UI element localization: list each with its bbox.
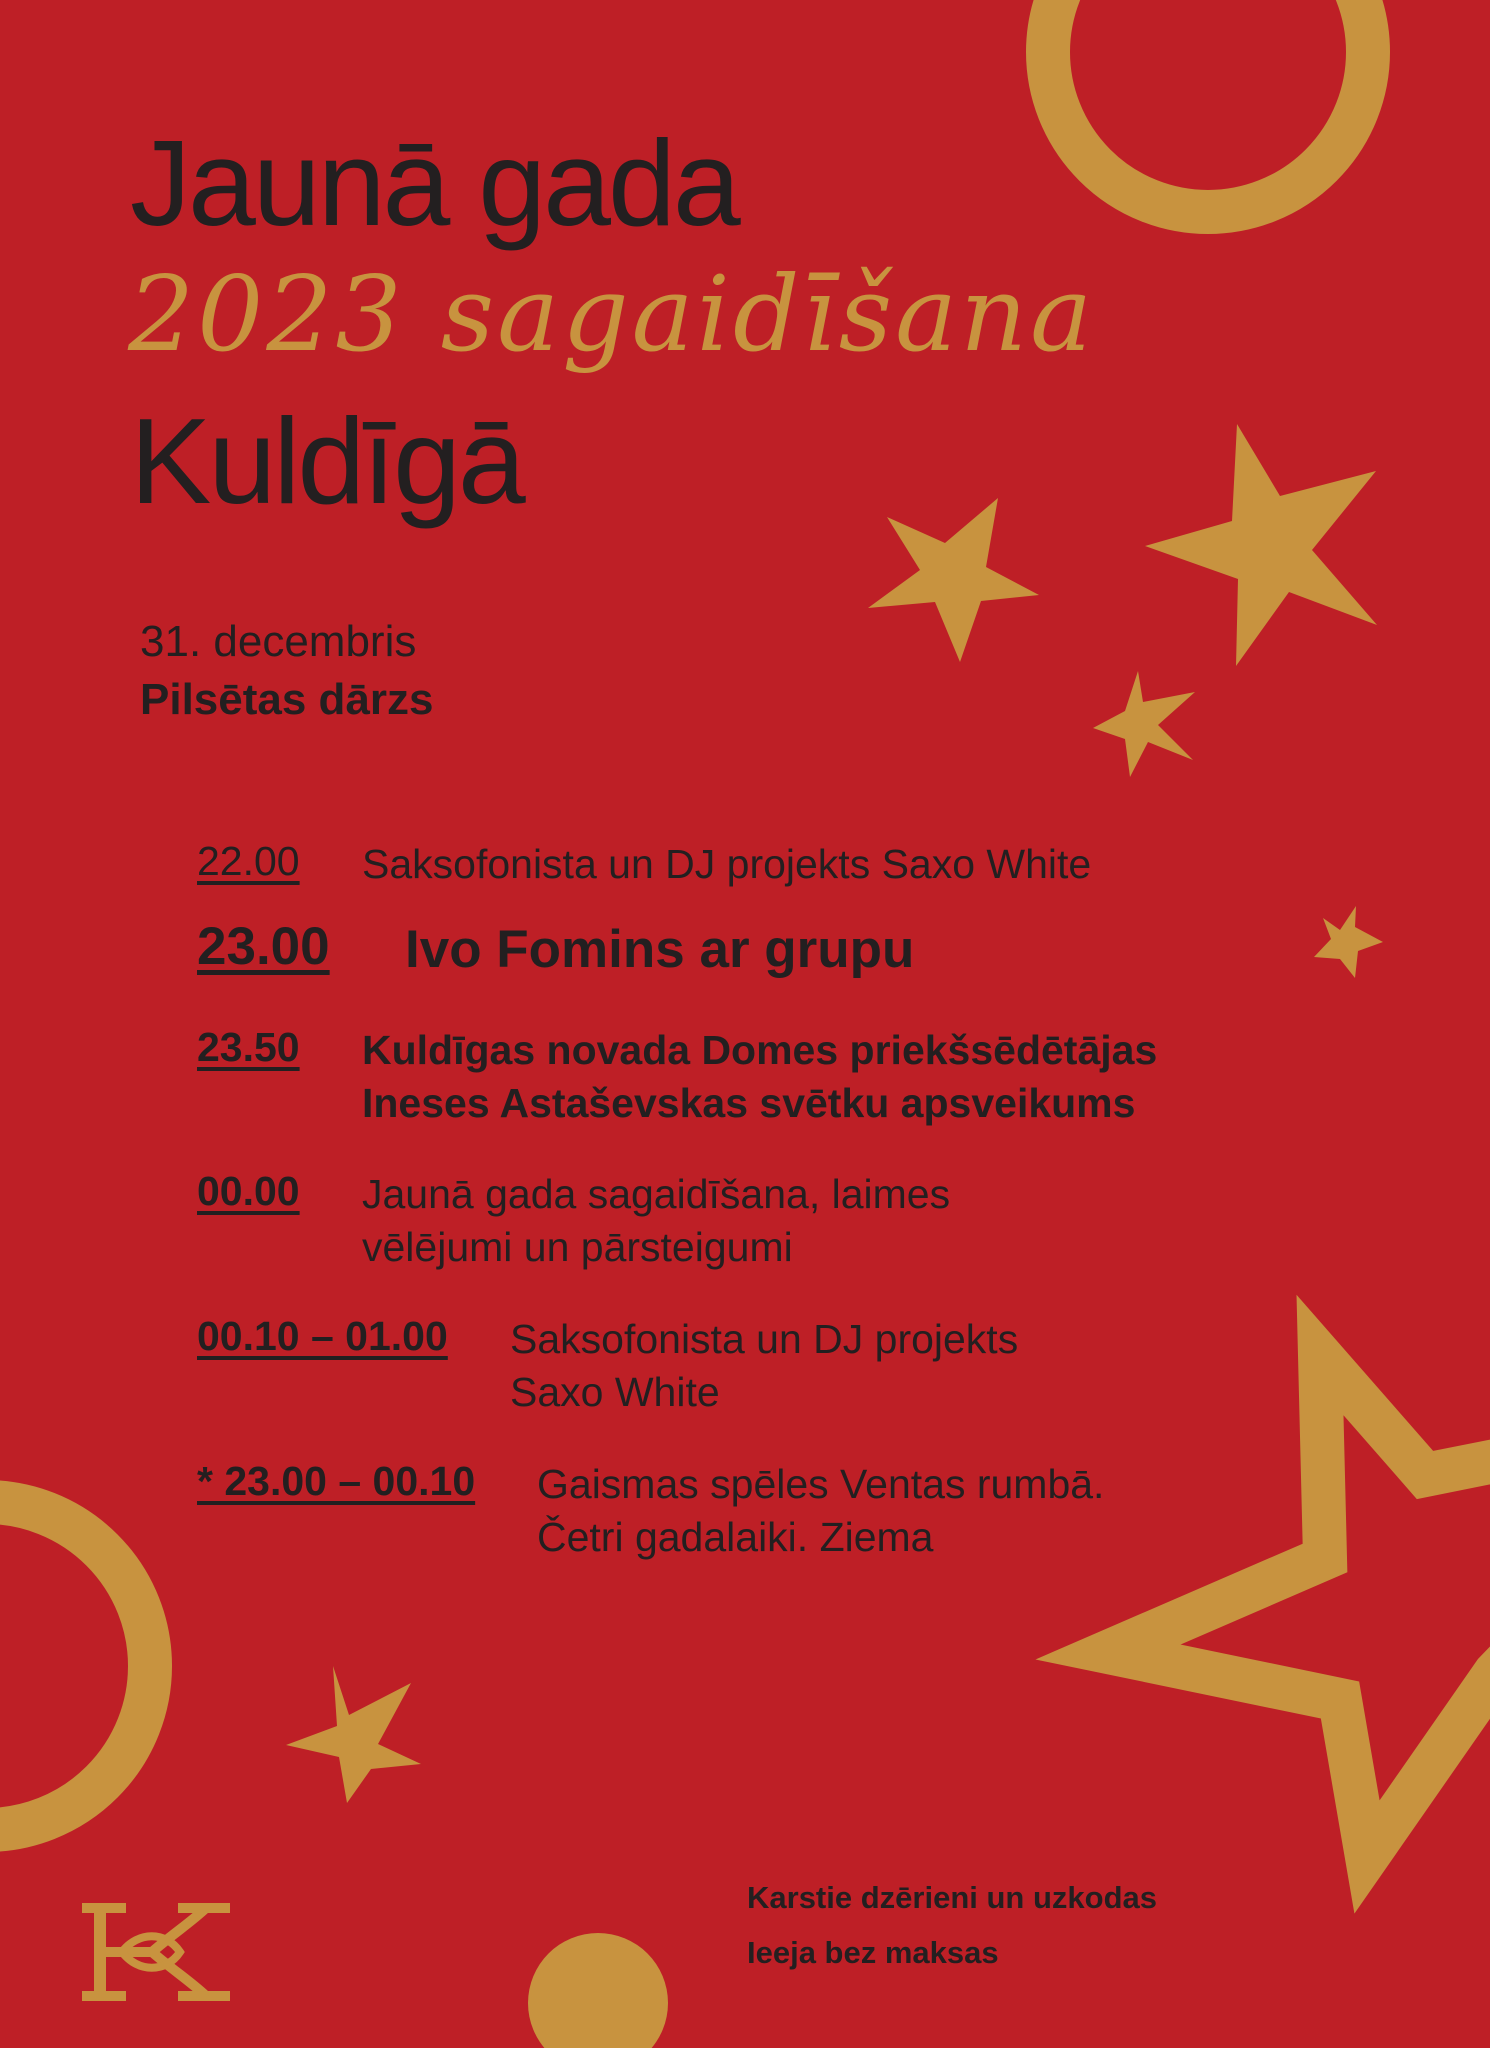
ring-top-right-icon <box>1048 0 1368 212</box>
title-line-2: 2023 sagaidīšana <box>128 253 1096 375</box>
schedule-desc-line: Gaismas spēles Ventas rumbā. <box>537 1461 1105 1507</box>
star-icon <box>286 1666 421 1803</box>
city-logo-icon <box>82 1903 230 2001</box>
schedule-item <box>197 1024 1157 1131</box>
schedule-desc-line: Kuldīgas novada Domes priekšsēdētājas <box>362 1027 1158 1073</box>
schedule-time: 23.50 <box>197 1024 300 1070</box>
schedule-desc-line: Ineses Astaševskas svētku apsveikums <box>362 1080 1136 1127</box>
outline-star-icon <box>1108 1355 1490 1857</box>
schedule-time: * 23.00 – 00.10 <box>197 1458 476 1504</box>
schedule-time: 23.00 <box>197 917 330 976</box>
star-icon <box>1093 671 1195 777</box>
footer-refreshments: Karstie dzērieni un uzkodas <box>747 1880 1157 1915</box>
schedule-desc-line: Ivo Fomins ar grupu <box>405 920 915 979</box>
ring-left-icon <box>0 1502 150 1830</box>
footer-entry: Ieeja bez maksas <box>747 1935 999 1970</box>
event-venue: Pilsētas dārzs <box>140 675 434 724</box>
event-date: 31. decembris <box>140 617 417 666</box>
schedule-item <box>197 1458 1104 1565</box>
schedule-item <box>197 916 914 985</box>
star-icon <box>1145 424 1377 666</box>
schedule-desc-line: Saksofonista un DJ projekts <box>510 1316 1019 1362</box>
star-icon <box>1314 906 1383 978</box>
title-line-1: Jaunā gada <box>130 115 738 251</box>
schedule-desc-line: Četri gadalaiki. Ziema <box>537 1514 934 1561</box>
schedule-desc-line: vēlējumi un pārsteigumi <box>362 1224 793 1271</box>
title-line-3: Kuldīgā <box>130 393 523 529</box>
schedule-desc-line: Saksofonista un DJ projekts Saxo White <box>362 841 1092 887</box>
schedule-desc-line: Saxo White <box>510 1369 720 1416</box>
schedule-time: 00.10 – 01.00 <box>197 1313 448 1359</box>
schedule-desc-line: Jaunā gada sagaidīšana, laimes <box>362 1171 951 1217</box>
schedule-item <box>197 1168 950 1275</box>
dot-bottom-icon <box>528 1933 668 2048</box>
star-icon <box>868 498 1039 662</box>
schedule-time: 22.00 <box>197 838 300 884</box>
schedule-item <box>197 838 1091 891</box>
schedule-time: 00.00 <box>197 1168 300 1214</box>
schedule-item <box>197 1313 1018 1420</box>
